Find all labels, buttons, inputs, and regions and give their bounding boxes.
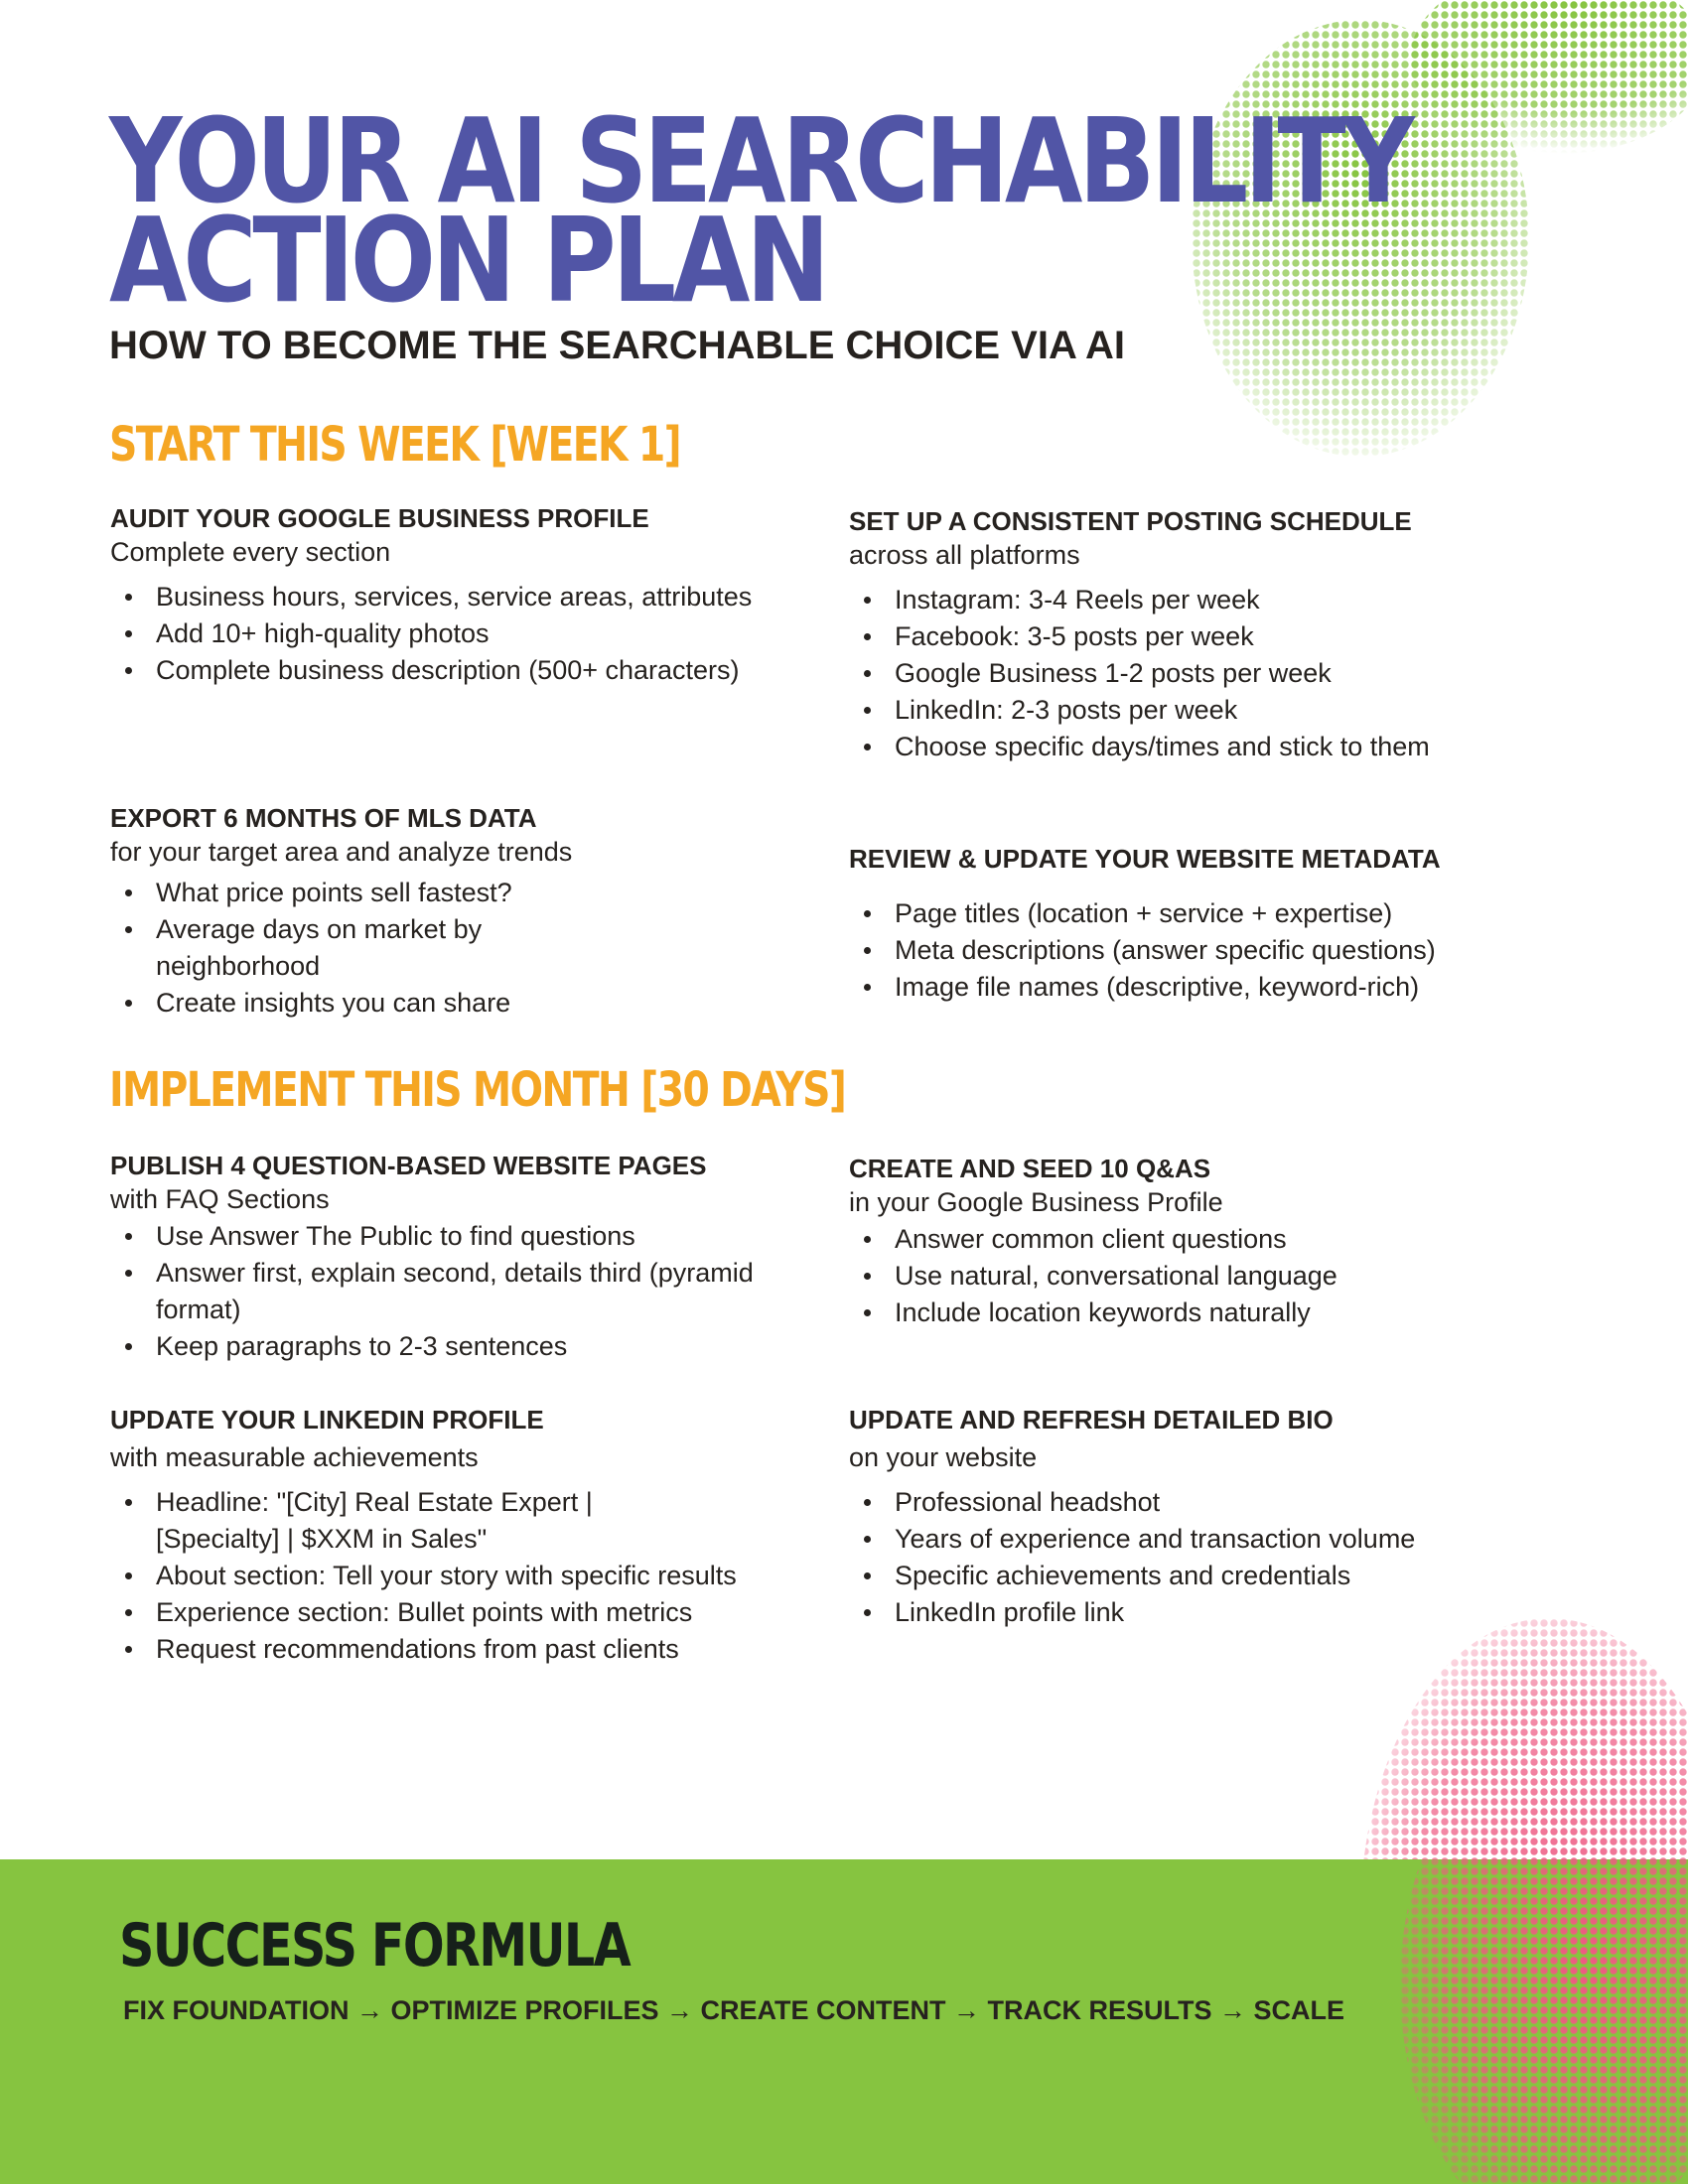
page-title-line-1: YOUR AI SEARCHABILITY (109, 92, 1411, 229)
task-subheading: Complete every section (110, 537, 391, 567)
list-item: Google Business 1-2 posts per week (895, 655, 1544, 692)
list-item: Page titles (location + service + expertise) (895, 895, 1564, 932)
list-item: Keep paragraphs to 2-3 sentences (156, 1328, 785, 1365)
list-item: Request recommendations from past clients (156, 1631, 785, 1668)
success-formula-title: SUCCESS FORMULA (119, 1911, 631, 1980)
list-item: About section: Tell your story with specific results (156, 1558, 785, 1594)
task-heading: PUBLISH 4 QUESTION-BASED WEBSITE PAGES (110, 1151, 707, 1180)
list-item: Answer common client questions (895, 1221, 1524, 1258)
list-item: Use natural, conversational language (895, 1258, 1524, 1295)
list-item: What price points sell fastest? (156, 875, 785, 911)
list-item: Include location keywords naturally (895, 1295, 1524, 1331)
list-item: Professional headshot (895, 1484, 1524, 1521)
list-item: Average days on market by neighborhood (156, 911, 613, 985)
task-heading: AUDIT YOUR GOOGLE BUSINESS PROFILE (110, 503, 649, 533)
list-item: Choose specific days/times and stick to them (895, 729, 1451, 765)
task-heading: REVIEW & UPDATE YOUR WEBSITE METADATA (849, 844, 1441, 874)
list-item: Experience section: Bullet points with metrics (156, 1594, 785, 1631)
list-item: Headline: "[City] Real Estate Expert | [Specialty] | $XXM in Sales" (156, 1484, 712, 1558)
list-item: Instagram: 3-4 Reels per week (895, 582, 1544, 618)
list-item: Create insights you can share (156, 985, 785, 1022)
task-heading: EXPORT 6 MONTHS OF MLS DATA (110, 803, 537, 833)
month-section-title: IMPLEMENT THIS MONTH [30 DAYS] (109, 1062, 846, 1118)
list-item: Facebook: 3-5 posts per week (895, 618, 1544, 655)
list-item: LinkedIn: 2-3 posts per week (895, 692, 1544, 729)
page-subtitle: HOW TO BECOME THE SEARCHABLE CHOICE VIA AI (109, 324, 1126, 367)
task-subheading: across all platforms (849, 540, 1080, 570)
task-subheading: on your website (849, 1442, 1038, 1472)
task-subheading: with measurable achievements (110, 1442, 479, 1472)
list-item: LinkedIn profile link (895, 1594, 1524, 1631)
list-item: Answer first, explain second, details third (pyramid format) (156, 1255, 785, 1328)
list-item: Meta descriptions (answer specific questions) (895, 932, 1564, 969)
list-item: Business hours, services, service areas, attributes (156, 579, 785, 615)
task-heading: UPDATE AND REFRESH DETAILED BIO (849, 1405, 1334, 1434)
task-subheading: for your target area and analyze trends (110, 837, 573, 867)
task-heading: SET UP A CONSISTENT POSTING SCHEDULE (849, 506, 1412, 536)
task-subheading: in your Google Business Profile (849, 1187, 1223, 1217)
page-title-line-2: ACTION PLAN (109, 192, 826, 329)
list-item: Complete business description (500+ characters) (156, 652, 785, 689)
list-item: Years of experience and transaction volume (895, 1521, 1524, 1558)
list-item: Add 10+ high-quality photos (156, 615, 785, 652)
task-heading: CREATE AND SEED 10 Q&AS (849, 1154, 1211, 1183)
list-item: Image file names (descriptive, keyword-rich) (895, 969, 1564, 1006)
success-formula-steps: FIX FOUNDATION → OPTIMIZE PROFILES → CREATE CONTENT → TRACK RESULTS → SCALE (123, 1995, 1345, 2025)
task-subheading: with FAQ Sections (110, 1184, 330, 1214)
list-item: Use Answer The Public to find questions (156, 1218, 785, 1255)
list-item: Specific achievements and credentials (895, 1558, 1524, 1594)
week1-section-title: START THIS WEEK [WEEK 1] (109, 417, 680, 473)
task-heading: UPDATE YOUR LINKEDIN PROFILE (110, 1405, 544, 1434)
